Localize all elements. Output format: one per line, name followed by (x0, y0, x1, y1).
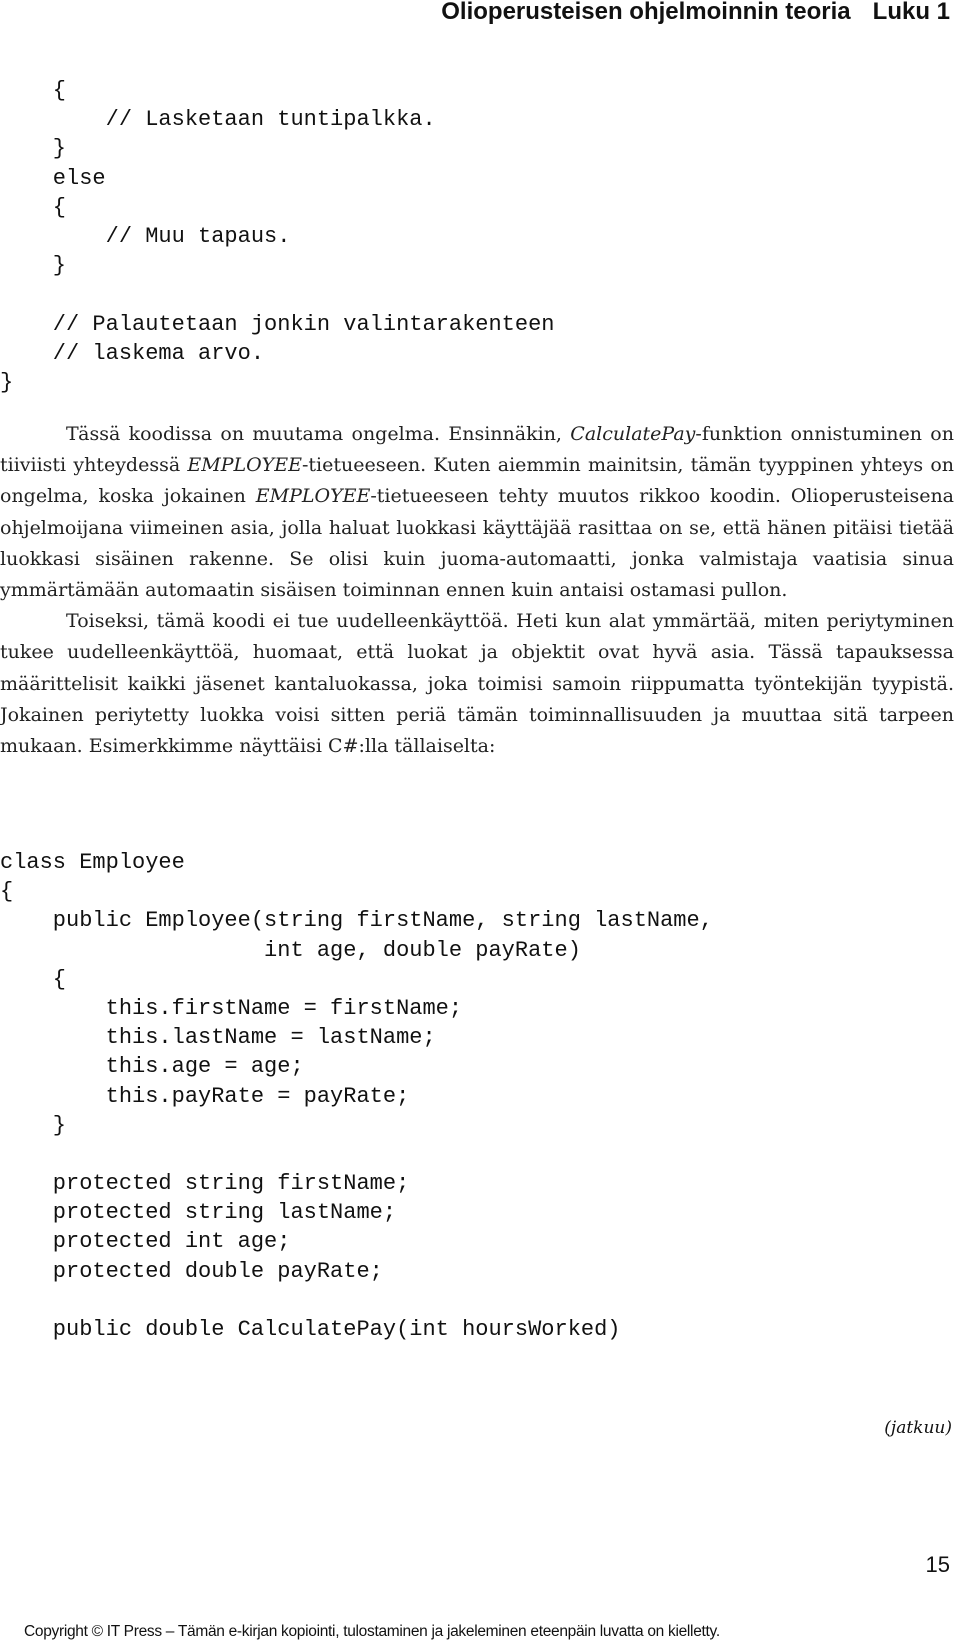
code-line: int age, double payRate) (0, 937, 581, 963)
code-line: else (0, 165, 106, 191)
code-line: } (0, 253, 67, 279)
paragraph-1: Tässä koodissa on muutama ongelma. Ensinnäkin, CalculatePay-funktion onnistuminen on tiiviisti yhteydessä EMPLOYEE-tietueeseen. Kuten aiemmin mainitsin, tämän tyyppinen yhteys on ongelma, koska jokainen EMPLOYEE-tietueeseen tehty muutos rikkoo koodin. Olioperusteisena ohjelmoijana viimeinen asia, jolla haluat luokkasi käyttäjää rasittaa on se, että hänen pitäisi tietää luokkasi sisäinen rakenne. Se olisi kuin juoma-automaatti, jonka valmistaja vaatisia sinua ymmärtämään automaatin sisäisen toiminnan ennen kuin antaisi ostamasi pullon. (0, 423, 955, 602)
code-line: { (0, 879, 14, 905)
code-line: this.lastName = lastName; (0, 1025, 436, 1051)
code-line: // Lasketaan tuntipalkka. (0, 107, 436, 133)
code-line: public double CalculatePay(int hoursWorked) (0, 1317, 621, 1342)
body-text (0, 419, 954, 762)
code-line (0, 280, 555, 309)
code-line: protected string lastName; (0, 1200, 397, 1226)
code-line: { (0, 194, 67, 220)
paragraph-2: Toiseksi, tämä koodi ei tue uudelleenkäyttöä. Heti kun alat ymmärtää, miten periytyminen tukee uudelleenkäyttöä, huomaat, että luokat ja objektit ovat hyvä asia. Tässä tapauksessa määrittelisit kaikki jäsenet kantaluokassa, joka toimisi samoin riippumatta työntekijän tyypistä. Jokainen periytetty luokka voisi sitten periä tämän toiminnallisuuden ja muuttaa sitä tarpeen mukaan. Esimerkkimme näyttäisi C#:lla tällaiselta: (0, 610, 954, 758)
running-header (441, 0, 950, 24)
code-line: } (0, 369, 14, 395)
code-line: // Muu tapaus. (0, 223, 291, 249)
code-line: } (0, 1112, 67, 1138)
code-line: public Employee(string firstName, string lastName, (0, 908, 713, 934)
struct-name: EMPLOYEE (255, 485, 371, 508)
code-line: // laskema arvo. (0, 340, 265, 366)
code-block-employee-class (0, 848, 713, 1344)
continued-label: (jatkuu) (884, 1418, 952, 1438)
code-line: protected int age; (0, 1229, 291, 1255)
function-name: CalculatePay (570, 423, 696, 445)
page-number: 15 (925, 1552, 950, 1577)
code-line: { (0, 78, 67, 103)
code-line: protected string firstName; (0, 1171, 410, 1197)
book-title: Olioperusteisen ohjelmoinnin teoria (441, 0, 851, 25)
code-line: this.age = age; (0, 1054, 304, 1080)
chapter-label: Luku 1 (872, 0, 950, 25)
copyright-footer: Copyright © IT Press – Tämän e-kirjan kopiointi, tulostaminen ja jakeleminen eteenpäin luvatta on kielletty. (24, 1623, 720, 1640)
struct-name: EMPLOYEE (187, 454, 302, 477)
code-line: protected double payRate; (0, 1258, 383, 1284)
code-block-top (0, 76, 555, 397)
code-line: class Employee (0, 850, 185, 875)
code-line (0, 1140, 713, 1169)
code-line (0, 1286, 713, 1315)
code-line: this.payRate = payRate; (0, 1083, 410, 1109)
code-line: // Palautetaan jonkin valintarakenteen (0, 311, 555, 337)
code-line: this.firstName = firstName; (0, 995, 463, 1021)
code-line: } (0, 136, 67, 162)
code-line: { (0, 966, 67, 992)
